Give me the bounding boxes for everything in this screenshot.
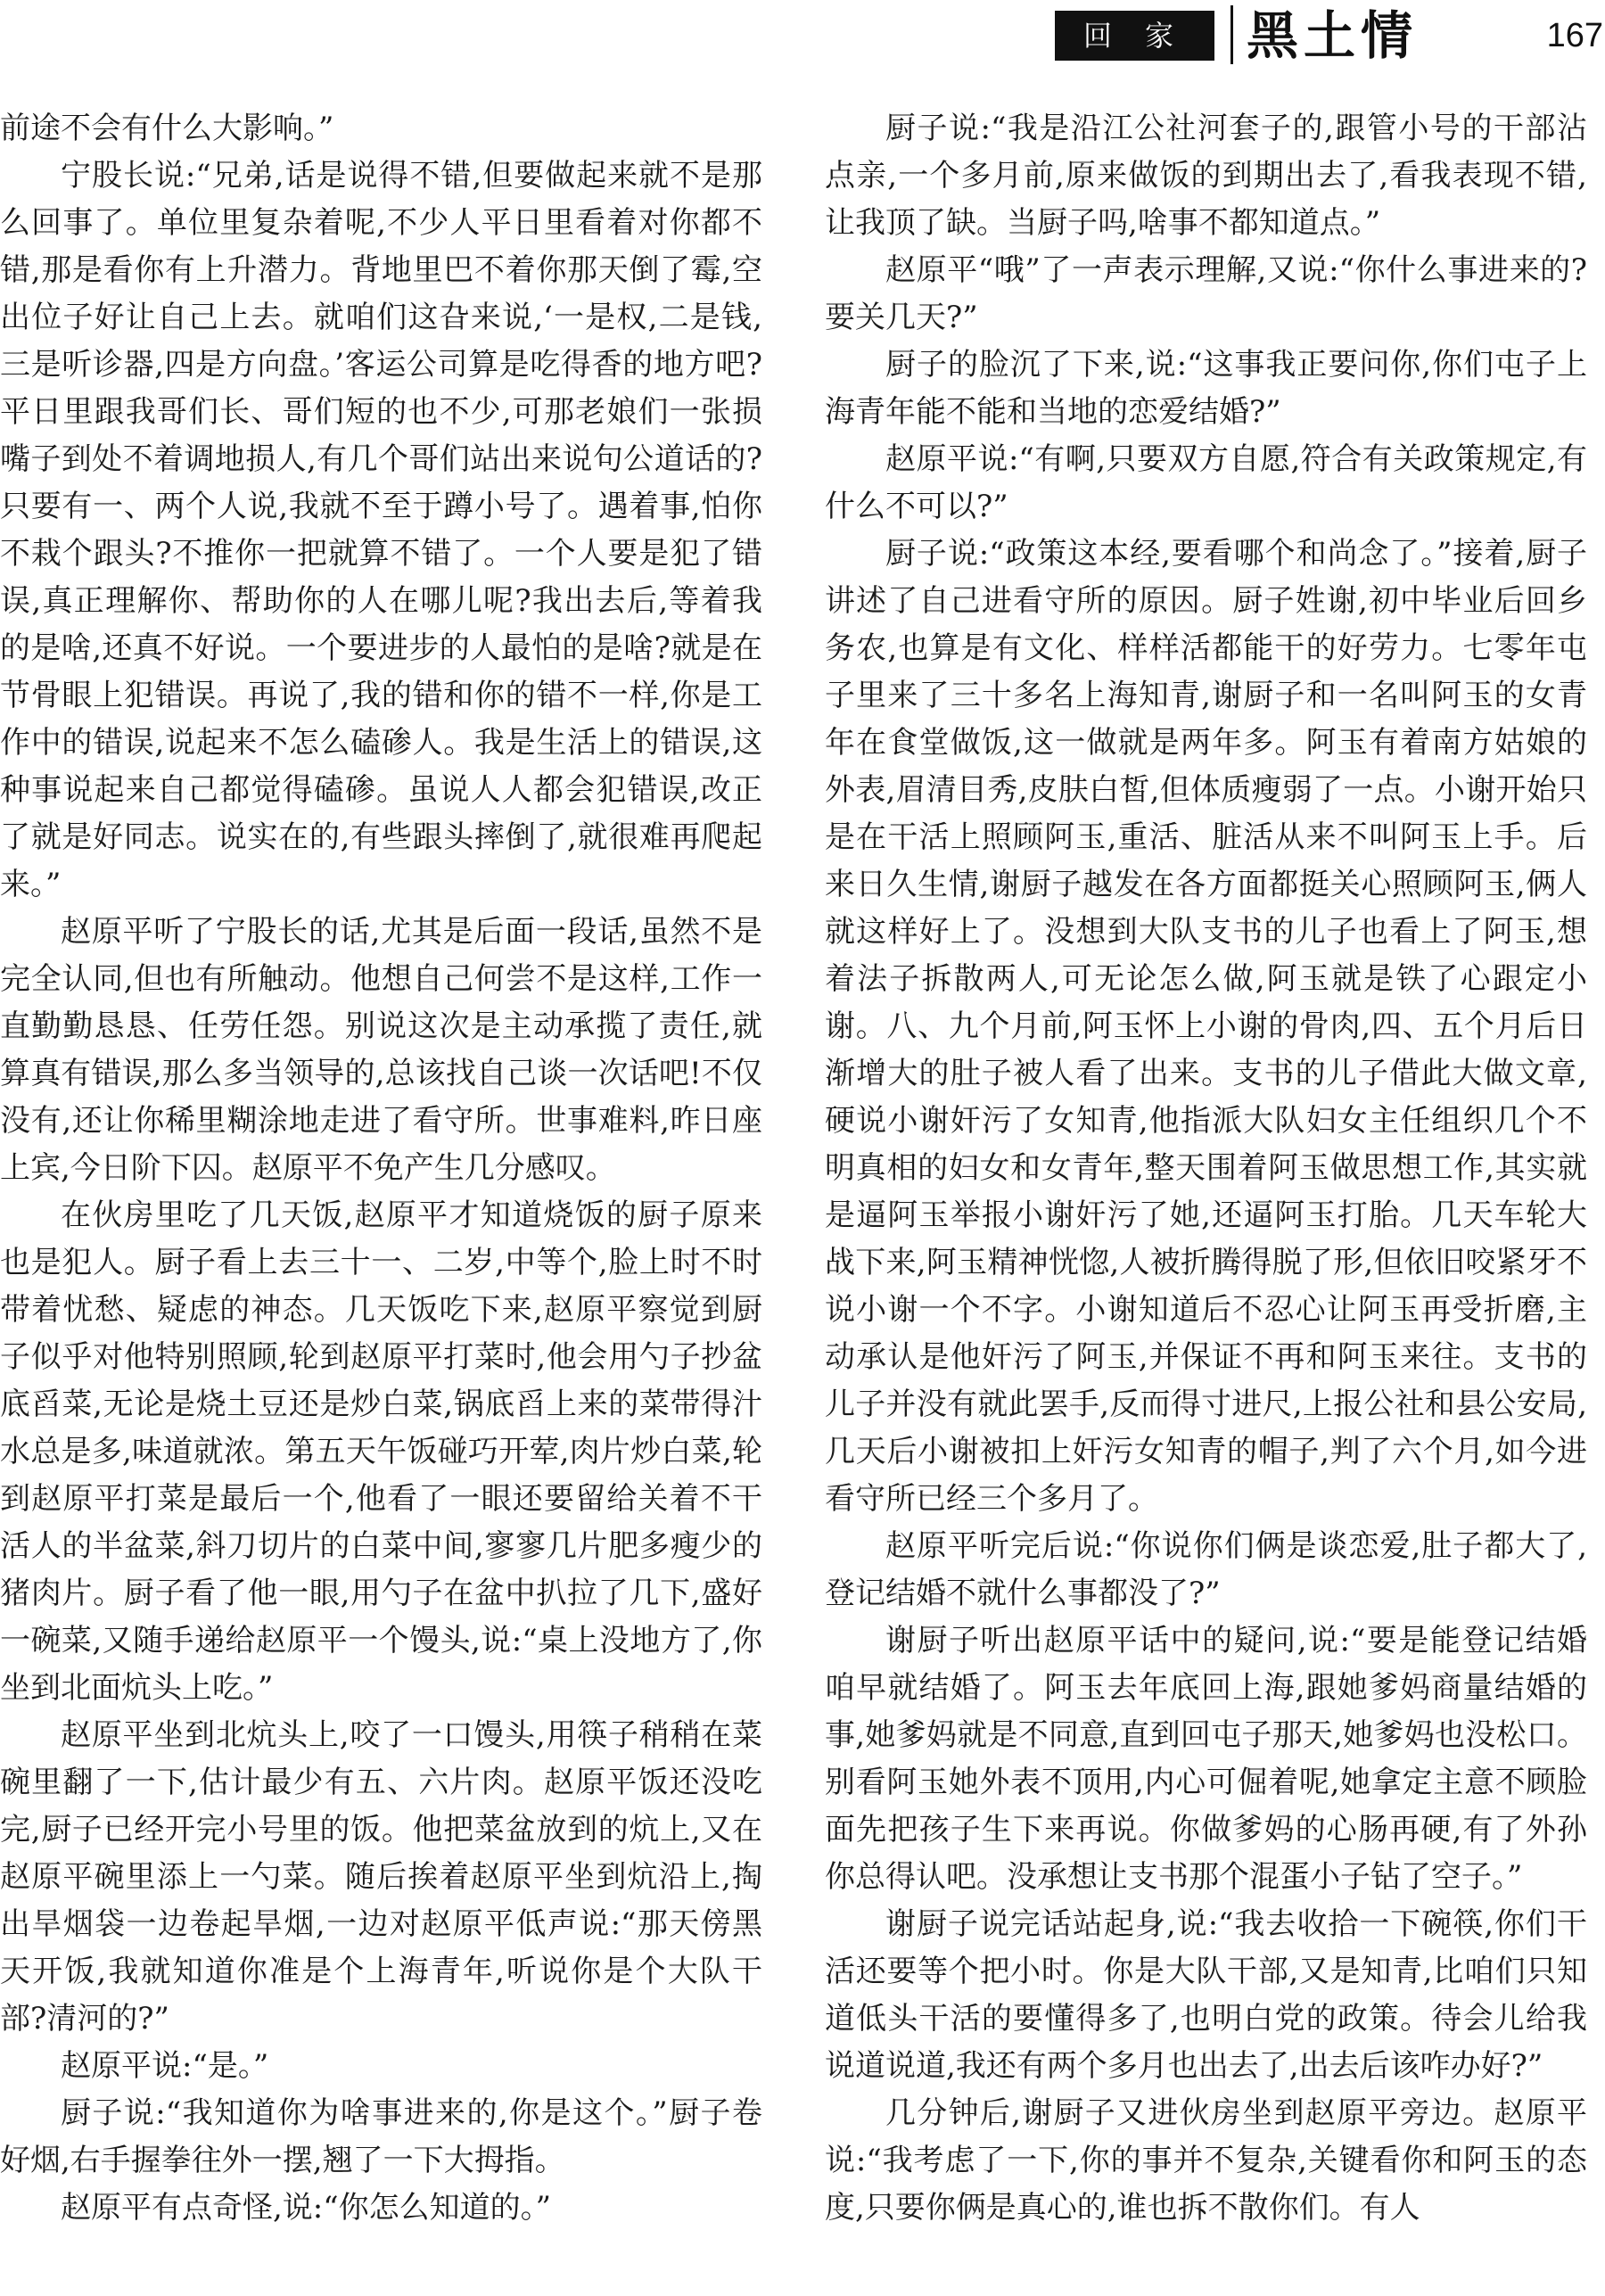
paragraph: 赵原平听完后说:“你说你们俩是谈恋爱,肚子都大了,登记结婚不就什么事都没了?” — [825, 1528, 1587, 1611]
paragraph: 前途不会有什么大影响。” — [0, 111, 334, 146]
paragraph: 厨子说:“政策这本经,要看哪个和尚念了。”接着,厨子讲述了自己进看守所的原因。厨子姓谢,初中毕业后回乡务农,也算是有文化、样样活都能干的好劳力。七零年屯子里来了三十多名上海知青,谢厨子和一名叫阿玉的女青年在食堂做饭,这一做就是两年多。阿玉有着南方姑娘的外表,眉清目秀,皮肤白皙,但体质瘦弱了一点。小谢开始只是在干活上照顾阿玉,重活、脏活从来不叫阿玉上手。后来日久生情,谢厨子越发在各方面都挺关心照顾阿玉,俩人就这样好上了。没想到大队支书的儿子也看上了阿玉,想着法子拆散两人,可无论怎么做,阿玉就是铁了心跟定小谢。八、九个月前,阿玉怀上小谢的骨肉,四、五个月后日渐增大的肚子被人看了出来。支书的儿子借此大做文章,硬说小谢奸污了女知青,他指派大队妇女主任组织几个不明真相的妇女和女青年,整天围着阿玉做思想工作,其实就是逼阿玉举报小谢奸污了她,还逼阿玉打胎。几天车轮大战下来,阿玉精神恍惚,人被折腾得脱了形,但依旧咬紧牙不说小谢一个不字。小谢知道后不忍心让阿玉再受折磨,主动承认是他奸污了阿玉,并保证不再和阿玉来往。支书的儿子并没有就此罢手,反而得寸进尺,上报公社和县公安局,几天后小谢被扣上奸污女知青的帽子,判了六个月,如今进看守所已经三个多月了。 — [825, 536, 1587, 1517]
section-tag: 回 家 — [1055, 11, 1214, 61]
paragraph: 赵原平说:“是。” — [61, 2048, 269, 2084]
paragraph: 厨子说:“我知道你为啥事进来的,你是这个。”厨子卷好烟,右手握拳往外一摆,翘了一下大拇指。 — [0, 2095, 762, 2178]
paragraph: 赵原平听了宁股长的话,尤其是后面一段话,虽然不是完全认同,但也有所触动。他想自己何尝不是这样,工作一直勤勤恳恳、任劳任怨。别说这次是主动承揽了责任,就算真有错误,那么多当领导的,总该找自己谈一次话吧!不仅没有,还让你稀里糊涂地走进了看守所。世事难料,昨日座上宾,今日阶下囚。赵原平不免产生几分感叹。 — [0, 914, 762, 1186]
paragraph: 赵原平“哦”了一声表示理解,又说:“你什么事进来的?要关几天?” — [825, 252, 1587, 335]
paragraph: 厨子说:“我是沿江公社河套子的,跟管小号的干部沾点亲,一个多月前,原来做饭的到期出去了,看我表现不错,让我顶了缺。当厨子吗,啥事不都知道点。” — [825, 111, 1587, 241]
page-number: 167 — [1546, 17, 1603, 54]
paragraph: 厨子的脸沉了下来,说:“这事我正要问你,你们屯子上海青年能不能和当地的恋爱结婚?” — [825, 347, 1587, 430]
paragraph: 宁股长说:“兄弟,话是说得不错,但要做起来就不是那么回事了。单位里复杂着呢,不少人平日里看着对你都不错,那是看你有上升潜力。背地里巴不着你那天倒了霉,空出位子好让自己上去。就咱们这旮来说,‘一是权,二是钱,三是听诊器,四是方向盘。’客运公司算是吃得香的地方吧?平日里跟我哥们长、哥们短的也不少,可那老娘们一张损嘴子到处不着调地损人,有几个哥们站出来说句公道话的?只要有一、两个人说,我就不至于蹲小号了。遇着事,怕你不栽个跟头?不推你一把就算不错了。一个人要是犯了错误,真正理解你、帮助你的人在哪儿呢?我出去后,等着我的是啥,还真不好说。一个要进步的人最怕的是啥?就是在节骨眼上犯错误。再说了,我的错和你的错不一样,你是工作中的错误,说起来不怎么磕碜人。我是生活上的错误,这种事说起来自己都觉得磕碜。虽说人人都会犯错误,改正了就是好同志。说实在的,有些跟头摔倒了,就很难再爬起来。” — [0, 158, 762, 902]
paragraph: 赵原平说:“有啊,只要双方自愿,符合有关政策规定,有什么不可以?” — [825, 441, 1587, 524]
paragraph: 谢厨子听出赵原平话中的疑问,说:“要是能登记结婚咱早就结婚了。阿玉去年底回上海,跟她爹妈商量结婚的事,她爹妈就是不同意,直到回屯子那天,她爹妈也没松口。别看阿玉她外表不顶用,内心可倔着呢,她拿定主意不顾脸面先把孩子生下来再说。你做爹妈的心肠再硬,有了外孙你总得认吧。没承想让支书那个混蛋小子钻了空子。” — [825, 1623, 1587, 1895]
right-text-column — [825, 105, 1587, 2232]
magazine-title: 黑土情 — [1247, 5, 1419, 66]
paragraph: 在伙房里吃了几天饭,赵原平才知道烧饭的厨子原来也是犯人。厨子看上去三十一、二岁,中等个,脸上时不时带着忧愁、疑虑的神态。几天饭吃下来,赵原平察觉到厨子似乎对他特别照顾,轮到赵原平打菜时,他会用勺子抄盆底舀菜,无论是烧土豆还是炒白菜,锅底舀上来的菜带得汁水总是多,味道就浓。第五天午饭碰巧开荤,肉片炒白菜,轮到赵原平打菜是最后一个,他看了一眼还要留给关着不干活人的半盆菜,斜刀切片的白菜中间,寥寥几片肥多瘦少的猪肉片。厨子看了他一眼,用勺子在盆中扒拉了几下,盛好一碗菜,又随手递给赵原平一个馒头,说:“桌上没地方了,你坐到北面炕头上吃。” — [0, 1197, 762, 1706]
paragraph: 谢厨子说完话站起身,说:“我去收拾一下碗筷,你们干活还要等个把小时。你是大队干部,又是知青,比咱们只知道低头干活的要懂得多了,也明白党的政策。待会儿给我说道说道,我还有两个多月也出去了,出去后该咋办好?” — [825, 1906, 1587, 2084]
paragraph: 赵原平有点奇怪,说:“你怎么知道的。” — [61, 2190, 552, 2226]
paragraph: 几分钟后,谢厨子又进伙房坐到赵原平旁边。赵原平说:“我考虑了一下,你的事并不复杂,关键看你和阿玉的态度,只要你俩是真心的,谁也拆不散你们。有人 — [825, 2095, 1587, 2226]
left-text-column — [0, 105, 762, 2232]
header-divider — [1230, 5, 1233, 64]
page-header — [0, 0, 1605, 71]
paragraph: 赵原平坐到北炕头上,咬了一口馒头,用筷子稍稍在菜碗里翻了一下,估计最少有五、六片肉。赵原平饭还没吃完,厨子已经开完小号里的饭。他把菜盆放到的炕上,又在赵原平碗里添上一勺菜。随后挨着赵原平坐到炕沿上,掏出旱烟袋一边卷起旱烟,一边对赵原平低声说:“那天傍黑天开饭,我就知道你准是个上海青年,听说你是个大队干部?清河的?” — [0, 1717, 762, 2037]
